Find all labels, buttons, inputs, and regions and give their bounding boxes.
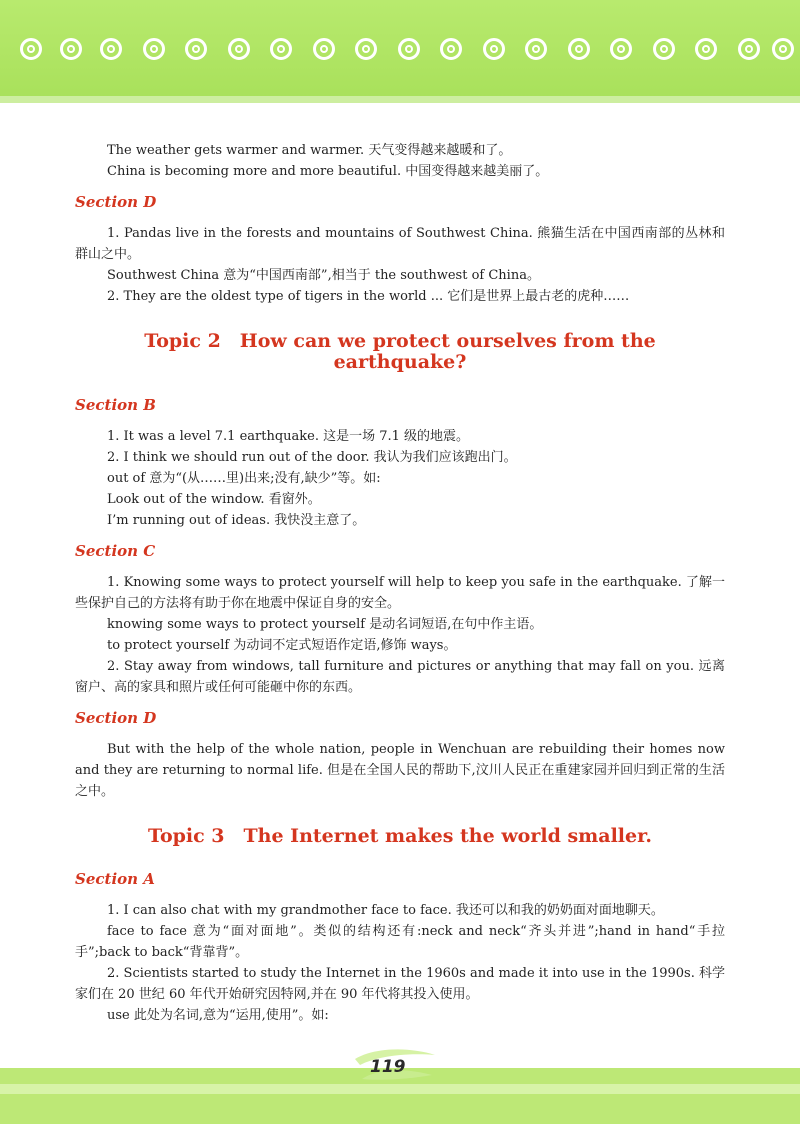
ring-icon (228, 38, 250, 60)
text-line: 1. It was a level 7.1 earthquake. 这是一场 7.1 级的地震。 (107, 429, 470, 444)
ring-icon (738, 38, 760, 60)
ring-icon (398, 38, 420, 60)
text-line: knowing some ways to protect yourself 是动名词短语,在句中作主语。 (107, 617, 543, 632)
text-line: 2. They are the oldest type of tigers in the world ... 它们是世界上最古老的虎种…… (107, 289, 630, 304)
text-line: out of 意为“(从……里)出来;没有,缺少”等。如: (107, 471, 381, 486)
text-line: Southwest China 意为“中国西南部”,相当于 the southwest of China。 (107, 268, 540, 283)
text-line: China is becoming more and more beautiful. 中国变得越来越美丽了。 (107, 164, 549, 179)
section-heading: Section D (75, 709, 157, 727)
ring-icon (610, 38, 632, 60)
section-heading: Section C (75, 542, 156, 560)
paragraph: 1. Knowing some ways to protect yourself will help to keep you safe in the earthquake. 了解一些保护自己的方法将有助于你在地震中保证自身的安全。 (75, 575, 725, 611)
ring-icon (568, 38, 590, 60)
paragraph: 2. Stay away from windows, tall furniture and pictures or anything that may fall on you. 远离窗户、高的家具和照片或任何可能砸中你的东西。 (75, 659, 725, 695)
text-line: to protect yourself 为动词不定式短语作定语,修饰 ways。 (107, 638, 457, 653)
page-number: 119 (370, 1057, 406, 1077)
text-line: use 此处为名词,意为“运用,使用”。如: (107, 1008, 329, 1023)
header-band-edge (0, 96, 800, 103)
section-heading: Section A (75, 870, 155, 888)
header-band (0, 0, 800, 103)
page-content (75, 140, 725, 1026)
ring-icon (313, 38, 335, 60)
paragraph: 2. Scientists started to study the Internet in the 1960s and made it into use in the 1990s. 科学家们在 20 世纪 60 年代开始研究因特网,并在 90 年代将其投入使用。 (75, 966, 725, 1002)
paragraph: But with the help of the whole nation, people in Wenchuan are rebuilding their homes now and they are returning to normal life. 但是在全国人民的帮助下,汶川人民正在重建家园并回归到正常的生活之中。 (75, 742, 725, 799)
ring-icon (60, 38, 82, 60)
ring-icon (653, 38, 675, 60)
paragraph: 1. Pandas live in the forests and mountains of Southwest China. 熊猫生活在中国西南部的丛林和群山之中。 (75, 226, 725, 262)
footer-stripe (0, 1084, 800, 1094)
ring-icon (270, 38, 292, 60)
decorative-ring-row (0, 32, 800, 72)
ring-icon (355, 38, 377, 60)
paragraph: face to face 意为“面对面地”。类似的结构还有:neck and neck“齐头并进”;hand in hand“手拉手”;back to back“背靠背”。 (75, 924, 725, 960)
text-line: I’m running out of ideas. 我快没主意了。 (107, 513, 366, 528)
ring-icon (20, 38, 42, 60)
section-heading: Section B (75, 396, 156, 414)
topic-heading: Topic 2 How can we protect ourselves from the earthquake? (144, 330, 656, 373)
ring-icon (695, 38, 717, 60)
ring-icon (143, 38, 165, 60)
ring-icon (100, 38, 122, 60)
text-line: The weather gets warmer and warmer. 天气变得越来越暖和了。 (107, 143, 512, 158)
topic-heading: Topic 3 The Internet makes the world smaller. (147, 825, 652, 847)
text-line: 2. I think we should run out of the door. 我认为我们应该跑出门。 (107, 450, 517, 465)
ring-icon (440, 38, 462, 60)
page-number-badge (350, 1045, 440, 1085)
ring-icon (483, 38, 505, 60)
section-heading: Section D (75, 193, 157, 211)
ring-icon (185, 38, 207, 60)
text-line: 1. I can also chat with my grandmother face to face. 我还可以和我的奶奶面对面地聊天。 (107, 903, 664, 918)
ring-icon (772, 38, 794, 60)
text-line: Look out of the window. 看窗外。 (107, 492, 321, 507)
ring-icon (525, 38, 547, 60)
